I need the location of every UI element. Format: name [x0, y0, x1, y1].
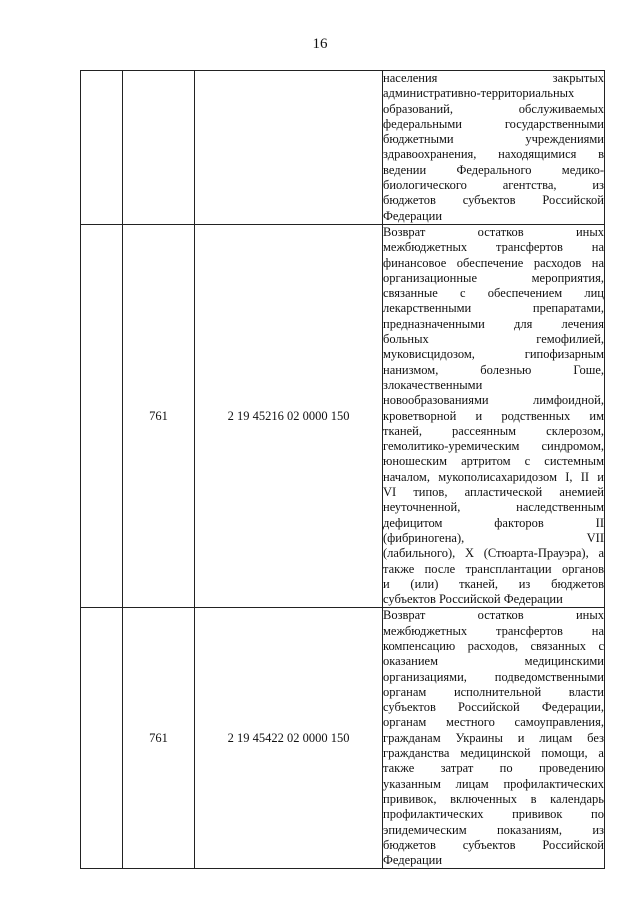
- description-line: гражданства медицинской помощи, а: [383, 746, 604, 761]
- table-row: [81, 608, 605, 869]
- description-line: VI типов, апластической анемией: [383, 485, 604, 500]
- description-line: образований, обслуживаемых: [383, 101, 604, 116]
- description-line: бюджетов субъектов Российской: [383, 837, 604, 852]
- description-line: ведении Федерального медико-: [383, 162, 604, 177]
- description-line: Возврат остатков иных: [383, 608, 604, 623]
- row-number-cell: [81, 608, 123, 869]
- description-line: административно-территориальных: [383, 86, 575, 101]
- description-line: межбюджетных трансфертов на: [383, 623, 604, 638]
- description-line: указанным лицам профилактических: [383, 776, 604, 791]
- description-cell: [383, 608, 605, 869]
- description-line: тканей, рассеянным склерозом,: [383, 423, 604, 438]
- description-line: финансовое обеспечение расходов на: [383, 255, 604, 270]
- budget-codes-table: [80, 70, 605, 869]
- description-line: также затрат по проведению: [383, 761, 604, 776]
- admin-code-cell: 761: [123, 224, 195, 607]
- description-line: предназначенными для лечения: [383, 316, 604, 331]
- description-line: нанизмом, болезнью Гоше,: [383, 362, 604, 377]
- description-line: (фибриногена), VII: [383, 530, 604, 545]
- description-line: органам местного самоуправления,: [383, 715, 604, 730]
- description-line: и (или) тканей, из бюджетов: [383, 576, 604, 591]
- description-line: бюджетов субъектов Российской: [383, 193, 604, 208]
- description-line: также после трансплантации органов: [383, 561, 604, 576]
- admin-code-cell: 761: [123, 608, 195, 869]
- description-line: Возврат остатков иных: [383, 224, 604, 239]
- kbk-code-cell: 2 19 45422 02 0000 150: [195, 608, 383, 869]
- kbk-code-cell: 2 19 45216 02 0000 150: [195, 224, 383, 607]
- description-line: неуточненной, наследственным: [383, 500, 604, 515]
- description-line: (лабильного), X (Стюарта-Прауэра), а: [383, 546, 604, 561]
- description-line: гражданам Украины и лицам без: [383, 730, 604, 745]
- description-line: началом, мукополисахаридозом I, II и: [383, 469, 604, 484]
- row-number-cell: [81, 224, 123, 607]
- description-line: межбюджетных трансфертов на: [383, 240, 604, 255]
- description-line: юношеским артритом с системным: [383, 454, 604, 469]
- description-line: лекарственными препаратами,: [383, 301, 604, 316]
- description-line: органам исполнительной власти: [383, 684, 604, 699]
- description-line: компенсацию расходов, связанных с: [383, 638, 604, 653]
- description-line: новообразованиями лимфоидной,: [383, 393, 604, 408]
- description-line: биологического агентства, из: [383, 178, 604, 193]
- description-line: федеральными государственными: [383, 116, 604, 131]
- description-line: прививок, включенных в календарь: [383, 791, 604, 806]
- description-line: населения закрытых: [383, 71, 604, 85]
- description-line: злокачественными: [383, 377, 483, 392]
- description-line: субъектов Российской Федерации: [383, 592, 563, 607]
- description-line: оказанием медицинскими: [383, 654, 604, 669]
- description-line: кроветворной и родственных им: [383, 408, 604, 423]
- description-line: гемолитико-уремическим синдромом,: [383, 439, 604, 454]
- page-number: 16: [312, 36, 328, 52]
- description-line: здравоохранения, находящимися в: [383, 147, 604, 162]
- description-line: больных гемофилией,: [383, 332, 604, 347]
- description-cell: [383, 71, 605, 225]
- description-line: субъектов Российской Федерации,: [383, 700, 604, 715]
- description-line: связанные с обеспечением лиц: [383, 286, 604, 301]
- description-line: организационные мероприятия,: [383, 270, 604, 285]
- description-line: дефицитом факторов II: [383, 515, 604, 530]
- table-row: [81, 71, 605, 225]
- description-line: муковисцидозом, гипофизарным: [383, 347, 604, 362]
- description-cell: [383, 224, 605, 607]
- admin-code-cell: [123, 71, 195, 225]
- description-line: Федерации: [383, 853, 443, 868]
- description-line: Федерации: [383, 208, 443, 223]
- description-line: профилактических прививок по: [383, 807, 604, 822]
- description-line: бюджетными учреждениями: [383, 132, 604, 147]
- kbk-code-cell: [195, 71, 383, 225]
- table-row: [81, 224, 605, 607]
- description-line: организациями, подведомственными: [383, 669, 604, 684]
- row-number-cell: [81, 71, 123, 225]
- description-line: эпидемическим показаниям, из: [383, 822, 604, 837]
